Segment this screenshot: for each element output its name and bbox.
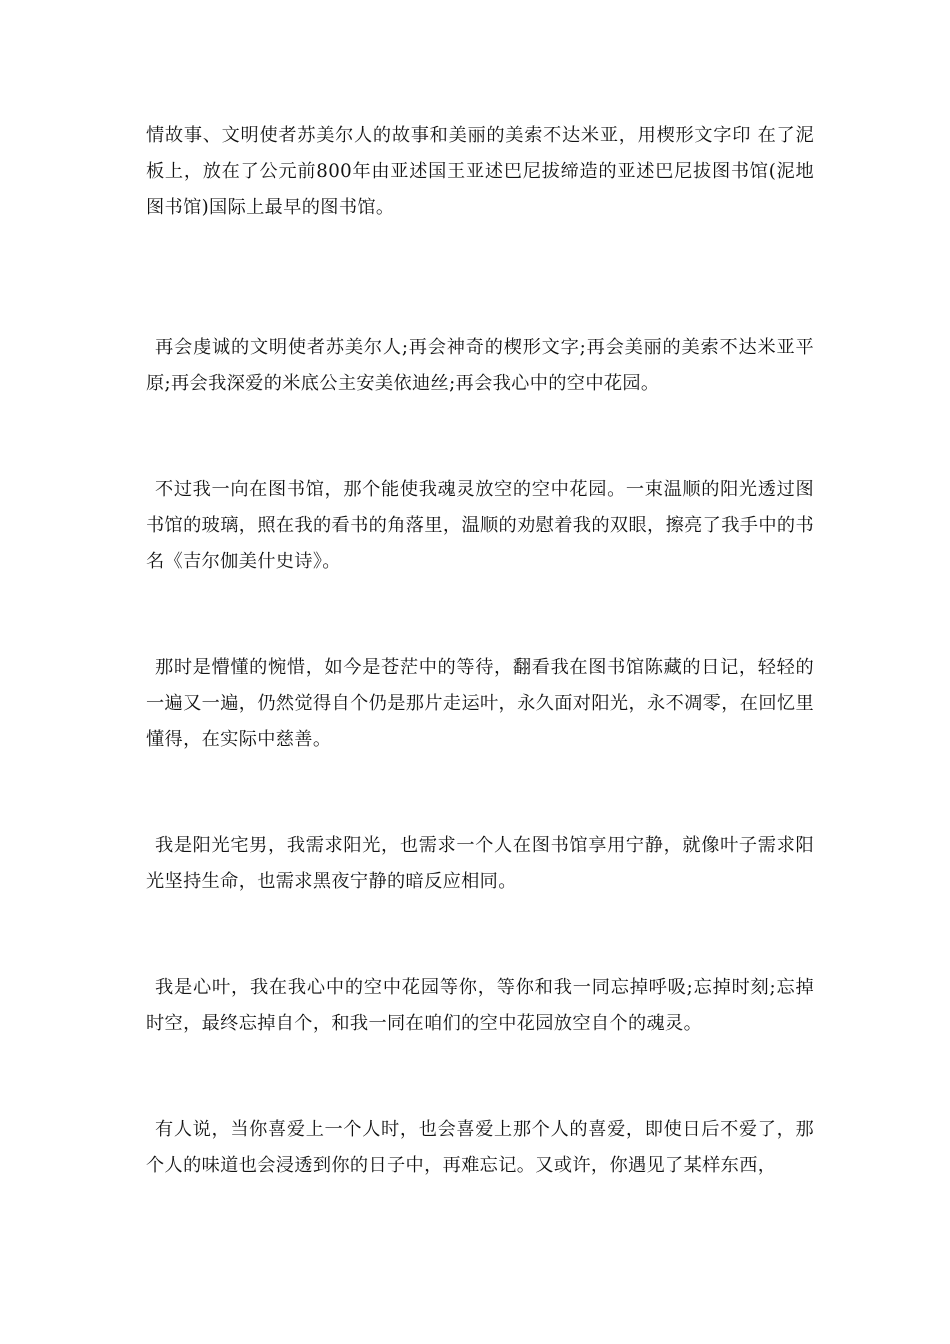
paragraph-4: 那时是懵懂的惋惜，如今是苍茫中的等待，翻看我在图书馆陈藏的日记，轻轻的一遍又一遍，仍然觉得自个仍是那片走运叶，永久面对阳光，永不凋零，在回忆里懂得，在实际中慈善。 <box>146 657 814 750</box>
paragraph-1: 情故事、文明使者苏美尔人的故事和美丽的美索不达米亚，用楔形文字印 在了泥板上，放在了公元前800年由亚述国王亚述巴尼拔缔造的亚述巴尼拔图书馆(泥地图书馆)国际上最早的图书馆。 <box>146 125 814 218</box>
paragraph-6: 我是心叶，我在我心中的空中花园等你，等你和我一同忘掉呼吸;忘掉时刻;忘掉时空，最终忘掉自个，和我一同在咱们的空中花园放空自个的魂灵。 <box>146 977 814 1034</box>
paragraph-5: 我是阳光宅男，我需求阳光，也需求一个人在图书馆享用宁静，就像叶子需求阳光坚持生命，也需求黑夜宁静的暗反应相同。 <box>146 835 814 892</box>
paragraph-3: 不过我一向在图书馆，那个能使我魂灵放空的空中花园。一束温顺的阳光透过图书馆的玻璃，照在我的看书的角落里，温顺的劝慰着我的双眼，擦亮了我手中的书名《吉尔伽美什史诗》。 <box>146 479 814 572</box>
paragraph-2: 再会虔诚的文明使者苏美尔人;再会神奇的楔形文字;再会美丽的美索不达米亚平原;再会我深爱的米底公主安美依迪丝;再会我心中的空中花园。 <box>146 337 814 394</box>
paragraph-7: 有人说，当你喜爱上一个人时，也会喜爱上那个人的喜爱，即使日后不爱了，那个人的味道也会浸透到你的日子中，再难忘记。又或许，你遇见了某样东西， <box>146 1119 814 1176</box>
